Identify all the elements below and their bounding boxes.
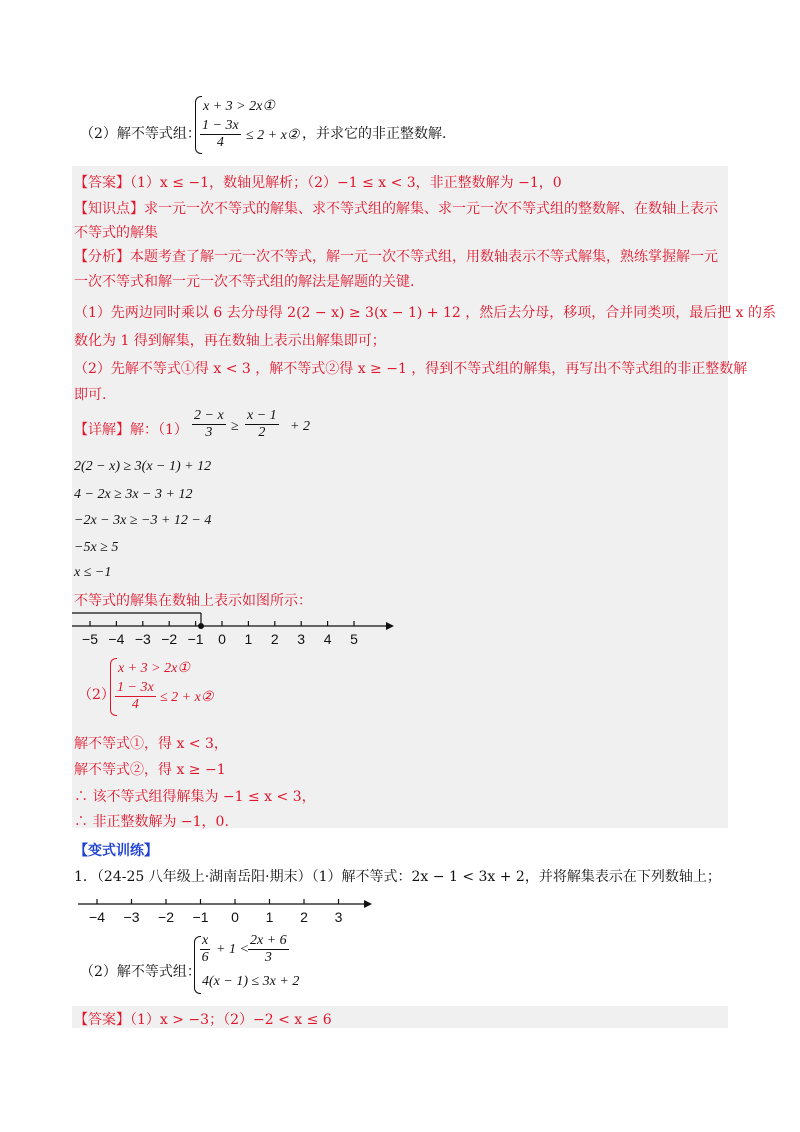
detail-label: 【详解】解：（1） <box>74 422 188 438</box>
q2-suffix: ，并求它的非正整数解. <box>302 126 447 142</box>
analysis-line-2: 一次不等式和解一元一次不等式组的解法是解题的关键. <box>74 274 415 290</box>
solution-2: 解不等式②，得 x ≥ −1 <box>74 762 226 778</box>
knowledge-line-2: 不等式的解集 <box>74 225 158 241</box>
variant-header: 【变式训练】 <box>74 843 158 859</box>
solution-3: ∴ 该不等式组得解集为 −1 ≤ x < 3， <box>74 789 316 805</box>
solution-4: ∴ 非正整数解为 −1，0. <box>74 814 229 830</box>
variant-eq2: 4(x − 1) ≤ 3x + 2 <box>202 974 300 989</box>
analysis-line-1: 【分析】本题考查了解一元一次不等式，解一元一次不等式组，用数轴表示不等式解集，熟练掌握解一元 <box>74 249 718 265</box>
analysis-line-3: （1）先两边同时乘以 6 去分母得 2(2 − x) ≥ 3(x − 1) + 12 ，然后去分母，移项，合并同类项，最后把 x 的系 <box>74 305 777 321</box>
tick-label: 3 <box>297 631 306 647</box>
axis-arrow <box>386 622 394 630</box>
part2-label: （2） <box>78 687 115 703</box>
numberline-caption: 不等式的解集在数轴上表示如图所示： <box>74 593 312 609</box>
step-2: 4 − 2x ≥ 3x − 3 + 12 <box>74 487 193 502</box>
tick-label: −2 <box>161 631 178 647</box>
step-3: −2x − 3x ≥ −3 + 12 − 4 <box>74 513 212 528</box>
analysis-line-4: 数化为 1 得到解集，再在数轴上表示出解集即可； <box>74 333 386 349</box>
detail-fraction-2: $\frac{x - 1}{2}$ <box>247 408 277 440</box>
step-5: x ≤ −1 <box>74 565 112 580</box>
answer-text: （1）x ≤ −1，数轴见解析；（2）−1 ≤ x < 3，非正整数解为 −1，0 <box>130 175 562 191</box>
tick-label: 2 <box>300 909 308 925</box>
tick-group <box>82 621 358 647</box>
tick-group <box>89 899 343 925</box>
analysis-line-6: 即可. <box>74 387 107 403</box>
step-4: −5x ≥ 5 <box>74 540 119 555</box>
variant-eq1-mid: + 1 < <box>216 942 249 957</box>
tick-label: −1 <box>192 909 209 925</box>
part2-eq1: x + 3 > 2x① <box>118 661 190 676</box>
tick-label: −2 <box>158 909 174 925</box>
tick-label: −4 <box>89 909 105 925</box>
knowledge-line-1: 【知识点】求一元一次不等式的解集、求不等式组的解集、求一元一次不等式组的整数解、在数轴上表示 <box>74 201 718 217</box>
tick-label: 2 <box>270 631 279 647</box>
tick-label: 0 <box>231 909 239 925</box>
number-line-1 <box>70 608 400 648</box>
q2-prefix: （2）解不等式组： <box>80 126 201 142</box>
tick-label: −4 <box>108 631 125 647</box>
detail-ge: ≥ <box>231 419 239 434</box>
axis-arrow <box>364 900 372 908</box>
q2-eq1: x + 3 > 2x① <box>203 99 275 114</box>
step-1: 2(2 − x) ≥ 3(x − 1) + 12 <box>74 459 212 474</box>
part2-eq2-rest: ≤ 2 + x② <box>160 690 214 705</box>
q2-eq2-fraction: $\frac{1 - 3x}{4}$ <box>202 118 239 150</box>
tick-label: −5 <box>82 631 98 647</box>
number-line-2 <box>76 894 376 926</box>
tick-label: −1 <box>187 631 204 647</box>
analysis-line-5: （2）先解不等式①得 x < 3 ，解不等式②得 x ≥ −1 ，得到不等式组的解集，再写出不等式组的非正整数解 <box>74 361 748 377</box>
variant-answer-line <box>74 1009 332 1029</box>
variant-eq1-fraction-2: $\frac{2x + 6}{3}$ <box>250 933 287 965</box>
variant-answer-text: （1）x > −3；（2）−2 < x ≤ 6 <box>130 1012 332 1028</box>
solid-point <box>198 623 204 629</box>
tick-label: 3 <box>334 909 343 925</box>
tick-label: 4 <box>323 631 332 647</box>
tick-label: −3 <box>134 631 151 647</box>
solution-1: 解不等式①，得 x < 3， <box>74 736 228 752</box>
q2-eq2-rest: ≤ 2 + x② <box>246 128 300 143</box>
variant-q2-label: （2）解不等式组： <box>80 964 201 980</box>
part2-eq2-fraction: $\frac{1 - 3x}{4}$ <box>117 680 154 712</box>
variant-eq1-fraction-1: $\frac{x}{6}$ <box>201 933 209 965</box>
tick-label: 0 <box>218 631 226 647</box>
variant-q1: 1．（24-25 八年级上·湖南岳阳·期末）（1）解不等式：2x − 1 < 3x + 2，并将解集表示在下列数轴上； <box>74 869 721 885</box>
tick-label: 1 <box>265 909 274 925</box>
answer-label: 【答案】 <box>74 175 130 191</box>
tick-label: 5 <box>350 631 358 647</box>
detail-plus2: + 2 <box>290 419 310 434</box>
answer-line <box>74 172 562 192</box>
variant-answer-label: 【答案】 <box>74 1012 130 1028</box>
tick-label: −3 <box>123 909 140 925</box>
detail-fraction-1: $\frac{2 - x}{3}$ <box>194 408 224 440</box>
tick-label: 1 <box>244 631 253 647</box>
